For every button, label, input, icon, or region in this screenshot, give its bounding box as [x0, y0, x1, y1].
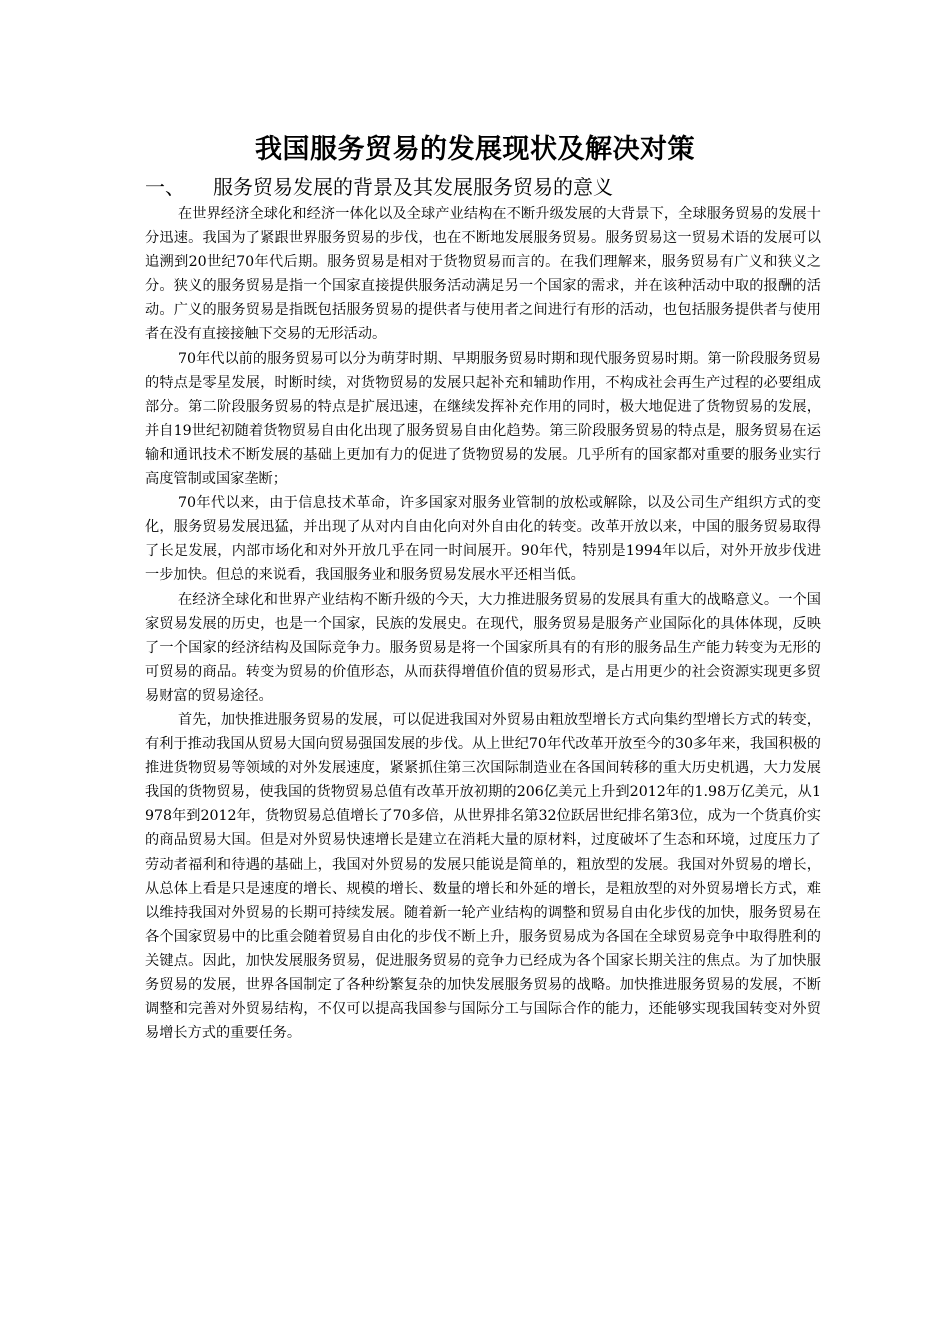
section-heading-text: 服务贸易发展的背景及其发展服务贸易的意义 [213, 175, 613, 199]
paragraph-5: 首先，加快推进服务贸易的发展，可以促进我国对外贸易由粗放型增长方式向集约型增长方式的转变，有利于推动我国从贸易大国向贸易强国发展的步伐。从上世纪70年代改革开放至今的30多年来，我国积极的推进货物贸易等领域的对外发展速度，紧紧抓住第三次国际制造业在各国间转移的重大历史机遇，大力发展我国的货物贸易，使我国的货物贸易总值有改革开放初期的206亿美元上升到2012年的1.98万亿美元，从1978年到2012年，货物贸易总值增长了70多倍，从世界排名第32位跃居世纪排名第3位，成为一个货真价实的商品贸易大国。但是对外贸易快速增长是建立在消耗大量的原材料，过度破坏了生态和环境，过度压力了劳动者福利和待遇的基础上，我国对外贸易的发展只能说是简单的，粗放型的发展。我国对外贸易的增长，从总体上看是只是速度的增长、规模的增长、数量的增长和外延的增长，是粗放型的对外贸易增长方式，难以维持我国对外贸易的长期可持续发展。随着新一轮产业结构的调整和贸易自由化步伐的加快，服务贸易在各个国家贸易中的比重会随着贸易自由化的步伐不断上升，服务贸易成为各国在全球贸易竞争中取得胜利的关键点。因此，加快发展服务贸易，促进服务贸易的竞争力已经成为各个国家长期关注的焦点。为了加快服务贸易的发展，世界各国制定了各种纷繁复杂的加快发展服务贸易的战略。加快推进服务贸易的发展，不断调整和完善对外贸易结构，不仅可以提高我国参与国际分工与国际合作的能力，还能够实现我国转变对外贸易增长方式的重要任务。 [145, 711, 821, 1042]
section-heading [145, 172, 825, 202]
section-number: 一、 [145, 175, 185, 199]
paragraph-2: 70年代以前的服务贸易可以分为萌芽时期、早期服务贸易时期和现代服务贸易时期。第一阶段服务贸易的特点是零星发展，时断时续，对货物贸易的发展只起补充和辅助作用，不构成社会再生产过程的必要组成部分。第二阶段服务贸易的特点是扩展迅速，在继续发挥补充作用的同时，极大地促进了货物贸易的发展，并自19世纪初随着货物贸易自由化出现了服务贸易自由化趋势。第三阶段服务贸易的特点是，服务贸易在运输和通讯技术不断发展的基础上更加有力的促进了货物贸易的发展。几乎所有的国家都对重要的服务业实行高度管制或国家垄断； [145, 350, 821, 488]
document-title: 我国服务贸易的发展现状及解决对策 [255, 134, 695, 165]
body-text [145, 202, 821, 1045]
paragraph-1: 在世界经济全球化和经济一体化以及全球产业结构在不断升级发展的大背景下，全球服务贸易的发展十分迅速。我国为了紧跟世界服务贸易的步伐，也在不断地发展服务贸易。服务贸易这一贸易术语的发展可以追溯到20世纪70年代后期。服务贸易是相对于货物贸易而言的。在我们理解来，服务贸易有广义和狭义之分。狭义的服务贸易是指一个国家直接提供服务活动满足另一个国家的需求，并在该种活动中取的报酬的活动。广义的服务贸易是指既包括服务贸易的提供者与使用者之间进行有形的活动，也包括服务提供者与使用者在没有直接接触下交易的无形活动。 [145, 206, 821, 343]
paragraph-4: 在经济全球化和世界产业结构不断升级的今天，大力推进服务贸易的发展具有重大的战略意义。一个国家贸易发展的历史，也是一个国家，民族的发展史。在现代，服务贸易是服务产业国际化的具体体现，反映了一个国家的经济结构及国际竞争力。服务贸易是将一个国家所具有的有形的服务品生产能力转变为无形的可贸易的商品。转变为贸易的价值形态，从而获得增值价值的贸易形式，是占用更少的社会资源实现更多贸易财富的贸易途径。 [145, 591, 821, 704]
paragraph-3: 70年代以来，由于信息技术革命，许多国家对服务业管制的放松或解除，以及公司生产组织方式的变化，服务贸易发展迅猛，并出现了从对内自由化向对外自由化的转变。改革开放以来，中国的服务贸易取得了长足发展，内部市场化和对外开放几乎在同一时间展开。90年代，特别是1994年以后，对外开放步伐进一步加快。但总的来说看，我国服务业和服务贸易发展水平还相当低。 [145, 495, 821, 584]
